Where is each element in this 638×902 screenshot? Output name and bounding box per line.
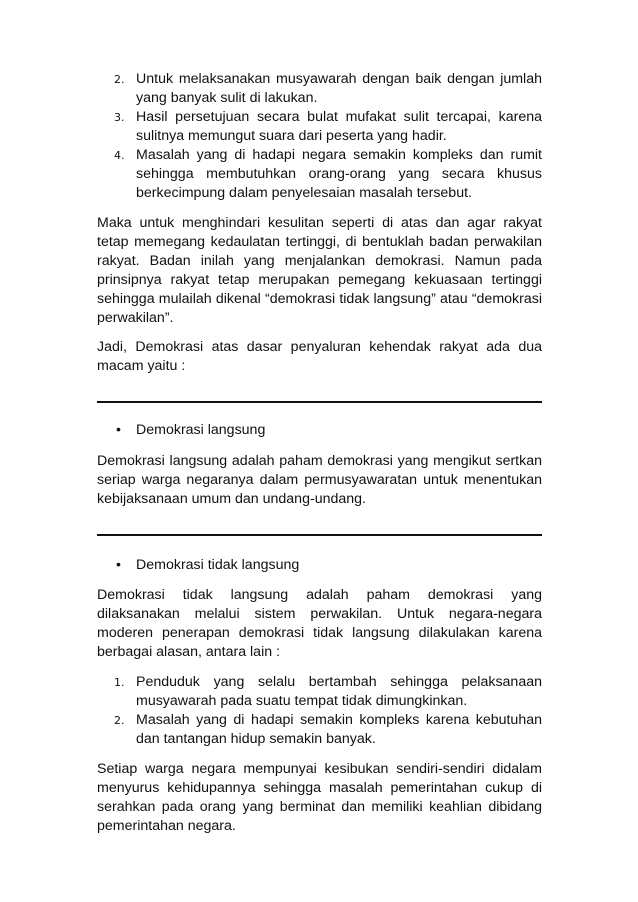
list-item <box>97 70 542 108</box>
list-item <box>97 108 542 146</box>
horizontal-rule <box>97 401 542 403</box>
section-heading: Demokrasi langsung <box>136 422 266 438</box>
horizontal-rule <box>97 534 542 536</box>
list-item-text: Masalah yang di hadapi semakin kompleks karena kebutuhan dan tantangan hidup semakin banyak. <box>136 712 542 747</box>
paragraph-indirect-democracy: Demokrasi tidak langsung adalah paham demokrasi yang dilaksanakan melalui sistem perwakilan. Untuk negara-negara moderen penerapan demokrasi tidak langsung dilakulakan karena berbagai alasan, antara lain : <box>97 587 542 660</box>
list-item-text: Untuk melaksanakan musyawarah dengan baik dengan jumlah yang banyak sulit di lakukan. <box>136 71 542 106</box>
bullet-heading-indirect-democracy <box>97 556 542 575</box>
bullet-heading-direct-democracy <box>97 421 542 440</box>
paragraph-two-types: Jadi, Demokrasi atas dasar penyaluran kehendak rakyat ada dua macam yaitu : <box>97 339 542 374</box>
list-number: 3. <box>114 111 125 124</box>
list-item-text: Hasil persetujuan secara bulat mufakat sulit tercapai, karena sulitnya memungut suara dari peserta yang hadir. <box>136 109 542 144</box>
numbered-list-bottom <box>97 673 542 749</box>
list-item <box>97 146 542 203</box>
paragraph-direct-democracy: Demokrasi langsung adalah paham demokrasi yang mengikut sertkan seriap warga negaranya dalam permusyawaratan untuk menentukan kebijaksanaan umum dan undang-undang. <box>97 453 542 507</box>
list-item <box>97 673 542 711</box>
list-item <box>97 711 542 749</box>
bullet-icon: • <box>116 557 121 573</box>
list-number: 1. <box>114 676 125 689</box>
bullet-icon: • <box>116 422 121 438</box>
list-number: 2. <box>114 714 125 727</box>
list-number: 4. <box>114 149 125 162</box>
document-page <box>97 70 542 836</box>
paragraph-representation: Maka untuk menghindari kesulitan seperti di atas dan agar rakyat tetap memegang kedaulatan tertinggi, di bentuklah badan perwakilan rakyat. Badan inilah yang menjalankan demokrasi. Namun pada prinsipnya rakyat tetap merupakan pemegang kekuasaan tertinggi sehingga mulailah dikenal “demokrasi tidak langsung” atau “demokrasi perwakilan”. <box>97 215 542 326</box>
numbered-list-top <box>97 70 542 203</box>
list-item-text: Masalah yang di hadapi negara semakin kompleks dan rumit sehingga membutuhkan orang-orang yang secara khusus berkecimpung dalam penyelesaian masalah tersebut. <box>136 147 542 201</box>
list-number: 2. <box>114 73 125 86</box>
paragraph-conclusion: Setiap warga negara mempunyai kesibukan sendiri-sendiri didalam menyurus kehidupannya sehingga masalah pemerintahan cukup di serahkan pada orang yang berminat dan memiliki keahlian dibidang pemerintahan negara. <box>97 761 542 834</box>
list-item-text: Penduduk yang selalu bertambah sehingga pelaksanaan musyawarah pada suatu tempat tidak dimungkinkan. <box>136 674 542 709</box>
section-heading: Demokrasi tidak langsung <box>136 557 300 573</box>
